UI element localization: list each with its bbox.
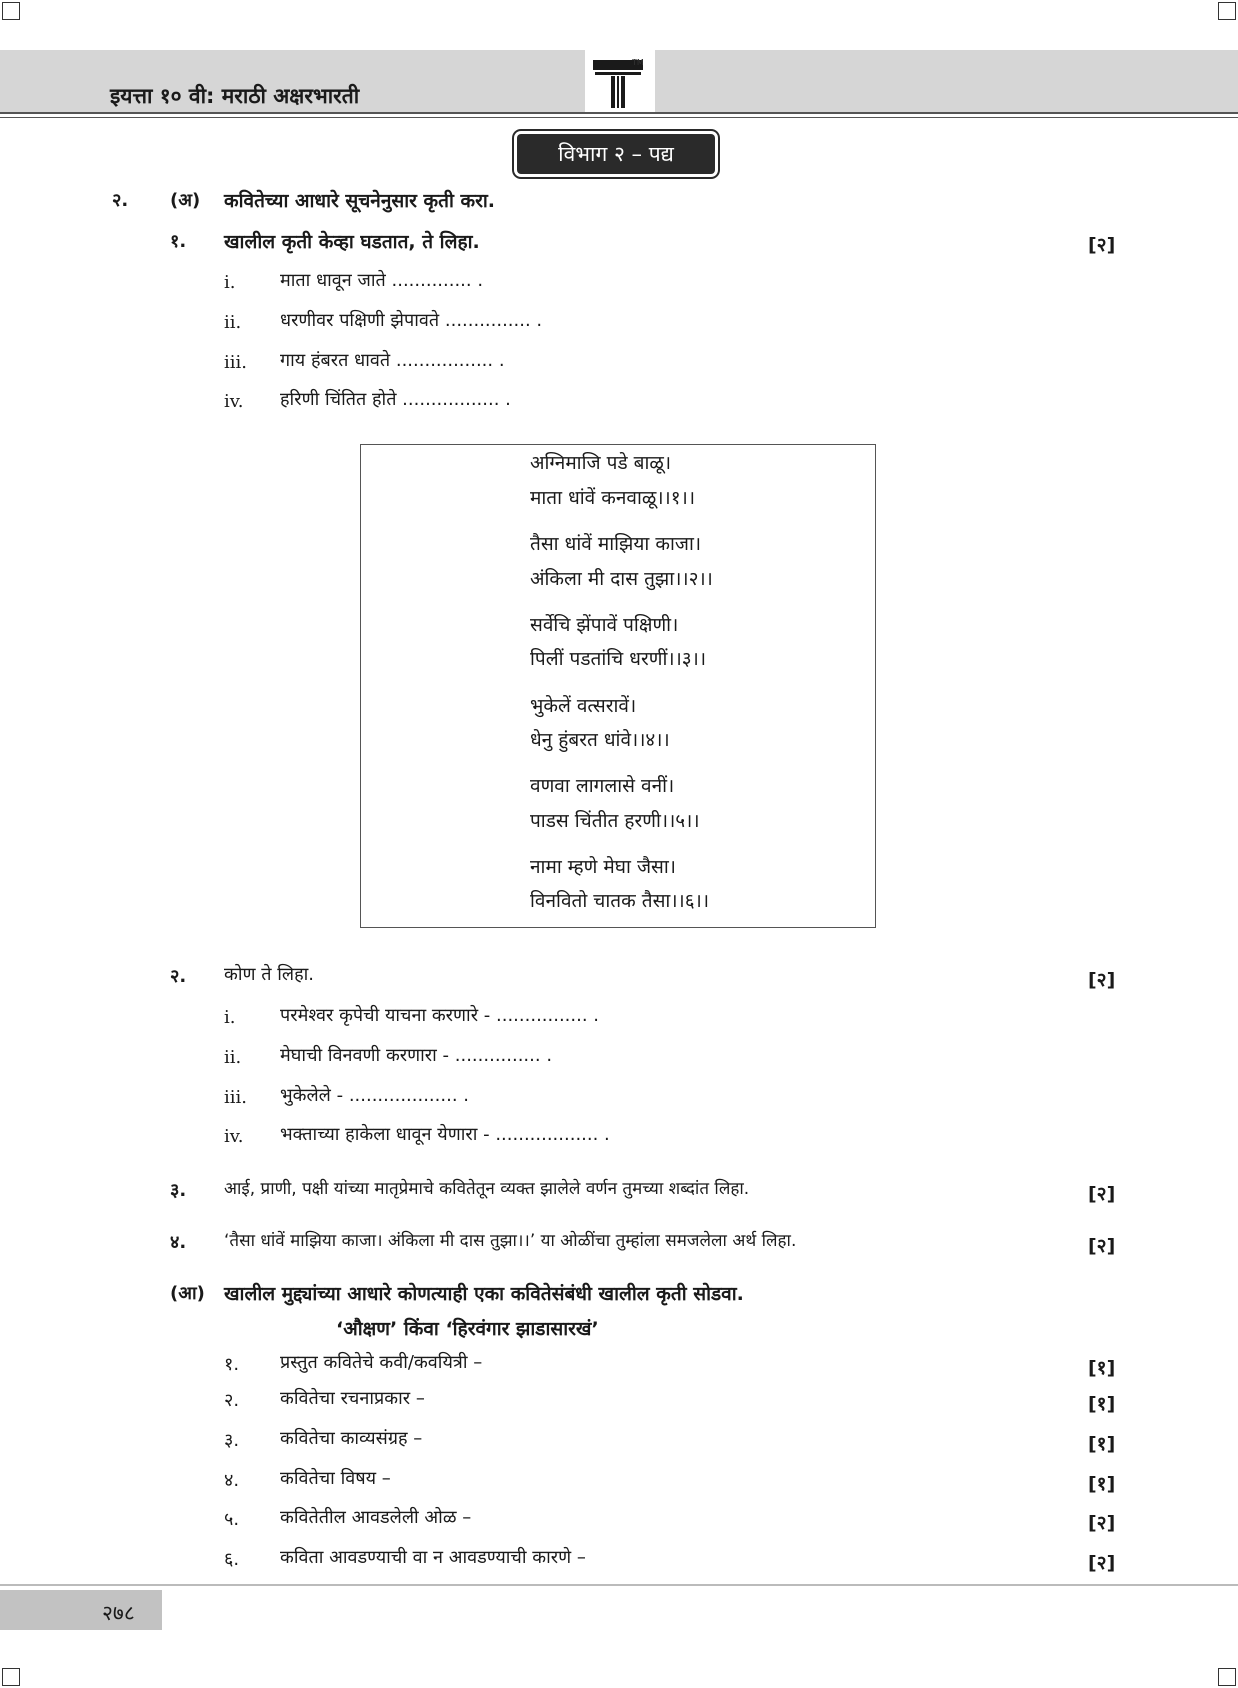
sub3-number: ३. <box>170 1180 187 1201</box>
sub1-number: १. <box>170 231 187 252</box>
crop-mark-bottom-left <box>2 1668 20 1686</box>
part-b-poems: ‘औक्षण’ किंवा ‘हिरवंगार झाडासारखं’ <box>336 1318 599 1340</box>
part-b-item-marks: [१] <box>1088 1433 1116 1455</box>
sub2-item-label: ii. <box>224 1047 242 1068</box>
part-b-item-text: प्रस्तुत कवितेचे कवी/कवयित्री – <box>280 1352 483 1373</box>
sub4-text: ‘तैसा धांवें माझिया काजा। अंकिला मी दास तुझा।।’ या ओळींचा तुम्हांला समजलेला अर्थ लिहा. <box>224 1231 797 1251</box>
part-a-label: (अ) <box>170 190 201 211</box>
sub1-text: खालील कृती केव्हा घडतात, ते लिहा. <box>224 231 480 253</box>
section-heading: विभाग २ – पद्य <box>517 134 715 174</box>
sub3-text: आई, प्राणी, पक्षी यांच्या मातृप्रेमाचे कवितेतून व्यक्त झालेले वर्णन तुमच्या शब्दांत लिहा. <box>224 1179 750 1199</box>
sub2-text: कोण ते लिहा. <box>224 964 315 985</box>
poem-line: अग्निमाजि पडे बाळू। <box>530 452 672 474</box>
part-b-item-marks: [२] <box>1088 1512 1116 1534</box>
part-b-item-label: ५. <box>224 1509 240 1530</box>
sub3-marks: [२] <box>1088 1183 1116 1205</box>
sub2-item-label: iv. <box>224 1126 244 1147</box>
sub2-item-text: भुकेलेले - ................... . <box>280 1085 469 1106</box>
sub2-item-label: i. <box>224 1007 236 1028</box>
part-b-item-label: ३. <box>224 1430 240 1451</box>
part-b-item-label: १. <box>224 1354 240 1375</box>
sub2-item-label: iii. <box>224 1087 247 1108</box>
poem-line: धेनु हुंबरत धांवे।।४।। <box>530 729 670 751</box>
sub1-item-label: iv. <box>224 391 244 412</box>
header-divider-thin <box>0 117 1238 118</box>
part-b-item-text: कविता आवडण्याची वा न आवडण्याची कारणे – <box>280 1547 586 1568</box>
page-number: २७८ <box>102 1601 135 1625</box>
part-b-item-text: कवितेचा विषय – <box>280 1468 391 1489</box>
poem-line: माता धांवें कनवाळू।।१।। <box>530 487 696 509</box>
poem-line: तैसा धांवें माझिया काजा। <box>530 533 702 555</box>
book-title: इयत्ता १० वी: मराठी अक्षरभारती <box>110 84 360 108</box>
part-b-item-marks: [१] <box>1088 1393 1116 1415</box>
poem-line: सर्वेचि झेंपावें पक्षिणी। <box>530 614 679 636</box>
sub1-item-text: धरणीवर पक्षिणी झेपावते ............... . <box>280 310 543 331</box>
part-b-item-text: कवितेचा रचनाप्रकार – <box>280 1388 425 1409</box>
sub2-item-text: भक्ताच्या हाकेला धावून येणारा - .................. . <box>280 1124 610 1145</box>
part-b-instruction: खालील मुद्द्यांच्या आधारे कोणत्याही एका कवितेसंबंधी खालील कृती सोडवा. <box>224 1283 744 1305</box>
poem-line: नामा म्हणे मेघा जैसा। <box>530 856 677 878</box>
sub2-item-text: मेघाची विनवणी करणारा - ............... . <box>280 1045 553 1066</box>
part-b-item-label: ६. <box>224 1549 240 1570</box>
sub2-marks: [२] <box>1088 969 1116 991</box>
crop-mark-bottom-right <box>1218 1668 1236 1686</box>
part-b-item-label: २. <box>224 1390 240 1411</box>
trademark-icon: TM <box>632 58 644 67</box>
part-b-item-text: कवितेतील आवडलेली ओळ – <box>280 1507 472 1528</box>
sub1-item-text: गाय हंबरत धावते ................. . <box>280 350 505 371</box>
sub1-item-label: ii. <box>224 312 242 333</box>
poem-line: भुकेलें वत्सरावें। <box>530 695 637 717</box>
part-b-label: (आ) <box>170 1283 205 1304</box>
sub1-item-label: i. <box>224 272 236 293</box>
part-b-item-text: कवितेचा काव्यसंग्रह – <box>280 1428 423 1449</box>
crop-mark-top-left <box>2 2 20 20</box>
footer-divider <box>0 1584 1238 1586</box>
part-b-item-marks: [१] <box>1088 1473 1116 1495</box>
poem-line: अंकिला मी दास तुझा।।२।। <box>530 568 713 590</box>
sub2-item-text: परमेश्वर कृपेची याचना करणारे - ................ . <box>280 1005 600 1026</box>
page-number-tab <box>0 1590 162 1630</box>
sub1-item-label: iii. <box>224 352 247 373</box>
poem-line: वणवा लागलासे वनीं। <box>530 775 675 797</box>
part-b-item-marks: [१] <box>1088 1357 1116 1379</box>
poem-line: पाडस चिंतीत हरणी।।५।। <box>530 810 700 832</box>
poem-line: पिलीं पडतांचि धरणीं।।३।। <box>530 648 707 670</box>
sub1-marks: [२] <box>1088 234 1116 256</box>
header-divider <box>0 112 1238 114</box>
publisher-logo-icon <box>585 50 655 112</box>
part-a-instruction: कवितेच्या आधारे सूचनेनुसार कृती करा. <box>224 190 496 212</box>
sub4-number: ४. <box>170 1232 187 1253</box>
part-b-item-marks: [२] <box>1088 1552 1116 1574</box>
sub1-item-text: माता धावून जाते .............. . <box>280 270 484 291</box>
sub1-item-text: हरिणी चिंतित होते ................. . <box>280 389 511 410</box>
question-number: २. <box>112 190 129 211</box>
sub2-number: २. <box>170 966 187 987</box>
poem-line: विनवितो चातक तैसा।।६।। <box>530 890 710 912</box>
part-b-item-label: ४. <box>224 1470 240 1491</box>
sub4-marks: [२] <box>1088 1235 1116 1257</box>
crop-mark-top-right <box>1218 2 1236 20</box>
